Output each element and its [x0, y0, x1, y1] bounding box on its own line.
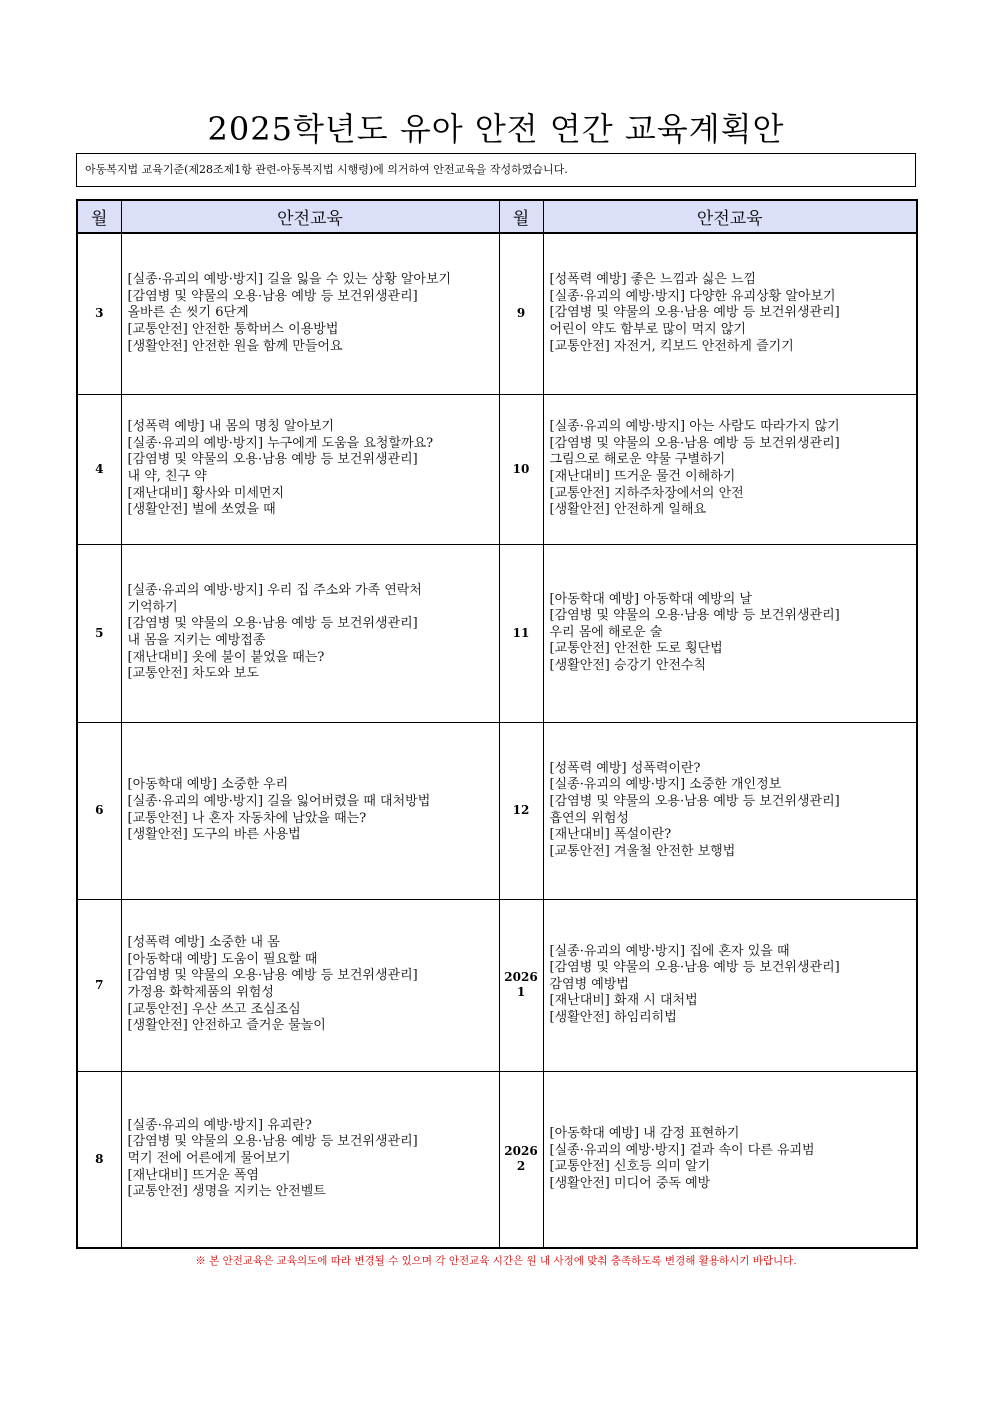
- month-label: 5: [95, 625, 104, 640]
- education-item: [생활안전] 벌에 쏘였을 때: [127, 502, 276, 518]
- education-items-cell: [543, 722, 917, 899]
- month-cell: [77, 1071, 121, 1248]
- education-item: 내 약, 친구 약: [127, 469, 207, 484]
- education-item: [실종·유괴의 예방·방지] 다양한 유괴상황 알아보기: [549, 288, 836, 304]
- education-header: 안전교육: [121, 200, 499, 233]
- education-items-cell: [121, 722, 499, 899]
- month-cell: [499, 899, 543, 1071]
- education-items-cell: [121, 1071, 499, 1248]
- education-item: [교통안전] 나 혼자 자동차에 남았을 때는?: [127, 810, 367, 826]
- education-item: [감염병 및 약물의 오용·남용 예방 등 보건위생관리]: [127, 288, 418, 304]
- month-cell: [499, 394, 543, 544]
- education-item: [실종·유괴의 예방·방지] 겉과 속이 다른 유괴범: [549, 1142, 815, 1158]
- month-label: 6: [95, 803, 104, 817]
- month-label: 11: [512, 625, 530, 640]
- education-item: [감염병 및 약물의 오용·남용 예방 등 보건위생관리]: [127, 616, 418, 632]
- month-cell: [499, 544, 543, 722]
- education-item: 내 몸을 지키는 예방접종: [127, 633, 266, 648]
- table-row: [77, 544, 917, 722]
- education-items-cell: [121, 394, 499, 544]
- month-label: 9: [516, 306, 526, 321]
- education-item: [재난대비] 화재 시 대처법: [549, 993, 698, 1009]
- education-item: [감염병 및 약물의 오용·남용 예방 등 보건위생관리]: [549, 793, 840, 809]
- education-item: [재난대비] 옷에 불이 붙었을 때는?: [127, 649, 325, 665]
- education-item: 흡연의 위험성: [549, 810, 629, 826]
- education-items-cell: [121, 544, 499, 722]
- education-items-cell: [543, 233, 917, 394]
- month-label: 2026: [504, 1144, 538, 1159]
- education-item: [교통안전] 겨울철 안전한 보행법: [549, 843, 736, 859]
- education-item: [성폭력 예방] 좋은 느낌과 싫은 느낌: [549, 272, 757, 288]
- table-row: [77, 899, 917, 1071]
- month-label: 7: [95, 977, 104, 992]
- month-cell: [77, 722, 121, 899]
- annual-plan-table: [76, 199, 918, 1249]
- education-item: [교통안전] 안전한 통학버스 이용방법: [127, 322, 339, 338]
- education-item: [생활안전] 미디어 중독 예방: [549, 1175, 711, 1191]
- education-item: [교통안전] 자전거, 킥보드 안전하게 즐기기: [549, 338, 794, 354]
- education-item: 어린이 약도 함부로 많이 먹지 않기: [549, 322, 746, 338]
- education-item: [생활안전] 안전하게 일해요: [549, 502, 707, 518]
- month-cell: [77, 394, 121, 544]
- education-item: 그림으로 해로운 약물 구별하기: [549, 452, 726, 468]
- education-item: [재난대비] 황사와 미세먼지: [127, 485, 285, 501]
- month-label: 2: [516, 1159, 526, 1174]
- education-item: [아동학대 예방] 내 감정 표현하기: [549, 1126, 740, 1142]
- education-item: [교통안전] 차도와 보도: [127, 666, 259, 682]
- education-items-cell: [543, 899, 917, 1071]
- legal-basis-box: 아동복지법 교육기준(제28조제1항 관련-아동복지법 시행령)에 의거하여 안전교육을 작성하였습니다.: [76, 153, 916, 187]
- month-label: 4: [95, 461, 104, 476]
- education-item: [실종·유괴의 예방·방지] 아는 사람도 따라가지 않기: [549, 419, 840, 435]
- education-item: 우리 몸에 해로운 술: [549, 624, 663, 640]
- education-item: [재난대비] 뜨거운 물건 이해하기: [549, 469, 736, 484]
- education-item: [아동학대 예방] 소중한 우리: [127, 777, 289, 793]
- month-cell: [499, 722, 543, 899]
- footnote: ※ 본 안전교육은 교육의도에 따라 변경될 수 있으며 각 안전교육 시간은 원 내 사정에 맞춰 충족하도록 변경해 활용하시기 바랍니다.: [195, 1255, 797, 1267]
- education-item: [생활안전] 하임리히법: [549, 1009, 677, 1025]
- education-item: 먹기 전에 어른에게 물어보기: [127, 1150, 291, 1166]
- education-item: [실종·유괴의 예방·방지] 누구에게 도움을 요청할까요?: [127, 435, 434, 451]
- month-cell: [77, 544, 121, 722]
- education-items-cell: [543, 544, 917, 722]
- education-item: [재난대비] 뜨거운 폭염: [127, 1167, 259, 1183]
- education-item: [교통안전] 우산 쓰고 조심조심: [127, 1001, 301, 1017]
- education-items-cell: [543, 394, 917, 544]
- month-cell: [77, 233, 121, 394]
- education-item: 가정용 화학제품의 위험성: [127, 985, 274, 1000]
- education-item: [실종·유괴의 예방·방지] 길을 잃어버렸을 때 대처방법: [127, 793, 431, 809]
- education-item: [아동학대 예방] 아동학대 예방의 날: [549, 591, 752, 607]
- page-title: 2025학년도 유아 안전 연간 교육계획안: [207, 110, 785, 148]
- education-item: [감염병 및 약물의 오용·남용 예방 등 보건위생관리]: [127, 968, 418, 984]
- education-item: [교통안전] 생명을 지키는 안전벨트: [127, 1184, 326, 1200]
- education-item: [실종·유괴의 예방·방지] 소중한 개인정보: [549, 777, 782, 793]
- month-cell: [77, 899, 121, 1071]
- education-header: 안전교육: [543, 200, 917, 233]
- month-label: 3: [95, 306, 104, 321]
- education-item: [감염병 및 약물의 오용·남용 예방 등 보건위생관리]: [549, 435, 840, 451]
- education-item: [감염병 및 약물의 오용·남용 예방 등 보건위생관리]: [127, 1134, 418, 1150]
- month-label: 12: [512, 803, 530, 817]
- education-item: [생활안전] 도구의 바른 사용법: [127, 827, 301, 843]
- education-item: [실종·유괴의 예방·방지] 길을 잃을 수 있는 상황 알아보기: [127, 272, 452, 288]
- table-header-row: [77, 200, 917, 233]
- education-item: [감염병 및 약물의 오용·남용 예방 등 보건위생관리]: [549, 305, 840, 321]
- month-header: 월: [499, 200, 543, 233]
- education-item: [감염병 및 약물의 오용·남용 예방 등 보건위생관리]: [549, 608, 840, 624]
- education-item: 감염병 예방법: [549, 976, 629, 992]
- education-item: 올바른 손 씻기 6단계: [127, 305, 249, 321]
- education-item: [실종·유괴의 예방·방지] 집에 혼자 있을 때: [549, 943, 790, 959]
- month-label: 8: [95, 1151, 104, 1166]
- table-row: [77, 394, 917, 544]
- table-row: [77, 1071, 917, 1248]
- education-item: [성폭력 예방] 소중한 내 몸: [127, 935, 280, 951]
- table-row: [77, 233, 917, 394]
- education-item: [생활안전] 승강기 안전수칙: [549, 657, 707, 673]
- education-items-cell: [121, 233, 499, 394]
- education-item: [재난대비] 폭설이란?: [549, 827, 672, 843]
- education-item: 기억하기: [127, 599, 178, 615]
- month-cell: [499, 233, 543, 394]
- education-item: [성폭력 예방] 내 몸의 명칭 알아보기: [127, 419, 335, 435]
- education-item: [교통안전] 지하주차장에서의 안전: [549, 485, 744, 501]
- education-items-cell: [121, 899, 499, 1071]
- month-label: 2026: [504, 970, 538, 984]
- education-item: [성폭력 예방] 성폭력이란?: [549, 760, 701, 776]
- education-item: [실종·유괴의 예방·방지] 유괴란?: [127, 1117, 312, 1133]
- education-item: [생활안전] 안전한 원을 함께 만들어요: [127, 338, 343, 354]
- table-row: [77, 722, 917, 899]
- education-item: [감염병 및 약물의 오용·남용 예방 등 보건위생관리]: [127, 452, 418, 468]
- month-label: 1: [516, 985, 526, 999]
- education-item: [실종·유괴의 예방·방지] 우리 집 주소와 가족 연락처: [127, 583, 422, 599]
- month-cell: [499, 1071, 543, 1248]
- education-item: [생활안전] 안전하고 즐거운 물놀이: [127, 1018, 326, 1034]
- month-header: 월: [77, 200, 121, 233]
- education-item: [아동학대 예방] 도움이 필요할 때: [127, 951, 318, 967]
- education-item: [감염병 및 약물의 오용·남용 예방 등 보건위생관리]: [549, 960, 840, 976]
- month-label: 10: [512, 461, 530, 476]
- education-items-cell: [543, 1071, 917, 1248]
- education-item: [교통안전] 신호등 의미 알기: [549, 1159, 711, 1175]
- education-item: [교통안전] 안전한 도로 횡단법: [549, 641, 723, 657]
